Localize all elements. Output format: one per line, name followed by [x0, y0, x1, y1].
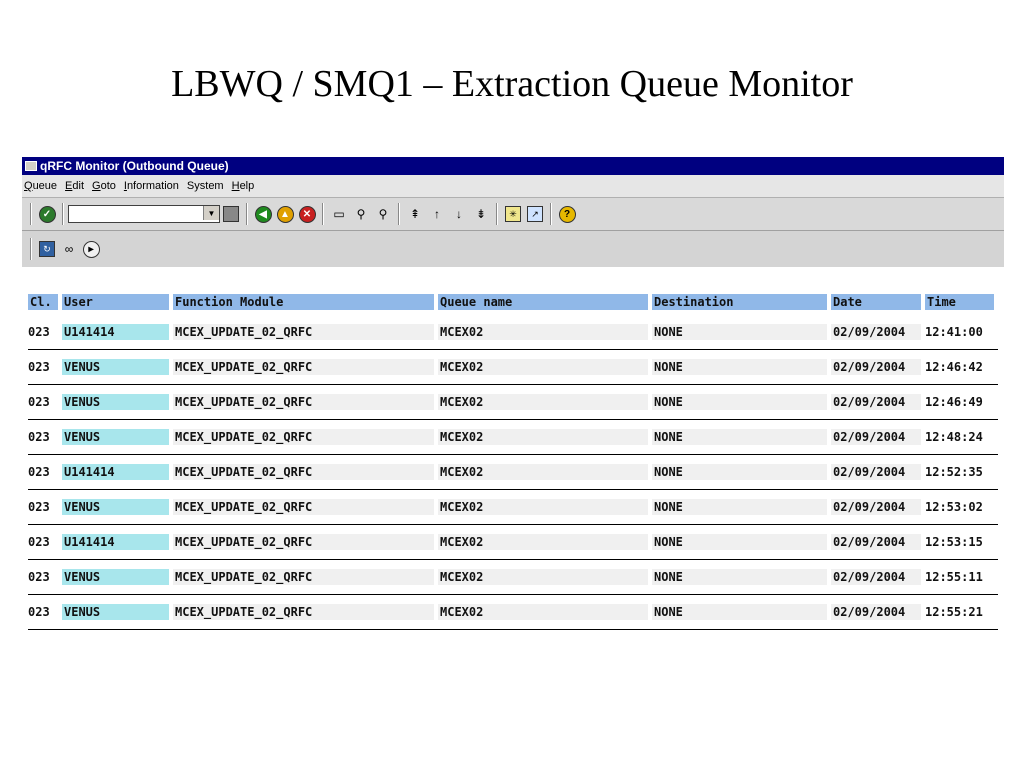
cell-time: 12:52:35 — [925, 455, 998, 490]
table-row[interactable] — [28, 490, 998, 525]
find-next-button[interactable] — [374, 205, 392, 223]
shortcut-icon: ↗ — [527, 206, 543, 222]
cell-user[interactable]: U141414 — [62, 525, 173, 560]
cell-client: 023 — [28, 385, 62, 420]
next-page-button[interactable] — [450, 205, 468, 223]
table-row[interactable] — [28, 595, 998, 630]
window-titlebar — [22, 157, 1004, 175]
cell-client: 023 — [28, 315, 62, 350]
checkmark-icon: ✓ — [39, 206, 56, 223]
cell-function-module: MCEX_UPDATE_02_QRFC — [173, 315, 438, 350]
cell-time: 12:48:24 — [925, 420, 998, 455]
column-header-queue-name[interactable]: Queue name — [438, 289, 652, 315]
cell-date: 02/09/2004 — [831, 385, 925, 420]
cell-destination: NONE — [652, 385, 831, 420]
command-field[interactable] — [68, 205, 220, 223]
toolbar-separator — [30, 238, 32, 260]
menu-help[interactable]: Help — [231, 180, 255, 192]
back-button[interactable] — [254, 205, 272, 223]
slide-title: LBWQ / SMQ1 – Extraction Queue Monitor — [171, 63, 853, 105]
cell-function-module: MCEX_UPDATE_02_QRFC — [173, 525, 438, 560]
toolbar-separator — [30, 203, 32, 225]
cell-date: 02/09/2004 — [831, 315, 925, 350]
cell-date: 02/09/2004 — [831, 525, 925, 560]
print-button[interactable] — [330, 205, 348, 223]
cell-queue-name[interactable]: MCEX02 — [438, 385, 652, 420]
cell-user[interactable]: VENUS — [62, 385, 173, 420]
cell-queue-name[interactable]: MCEX02 — [438, 315, 652, 350]
cell-client: 023 — [28, 350, 62, 385]
qrfc-monitor-window — [22, 157, 1004, 619]
window-title: qRFC Monitor (Outbound Queue) — [40, 159, 229, 173]
cell-client: 023 — [28, 560, 62, 595]
cell-user[interactable]: VENUS — [62, 490, 173, 525]
cell-date: 02/09/2004 — [831, 350, 925, 385]
printer-icon: ▭ — [333, 207, 345, 221]
enter-button[interactable] — [38, 205, 56, 223]
cell-queue-name[interactable]: MCEX02 — [438, 455, 652, 490]
cancel-x-icon: ✕ — [299, 206, 316, 223]
cell-destination: NONE — [652, 490, 831, 525]
cell-date: 02/09/2004 — [831, 560, 925, 595]
cell-time: 12:53:02 — [925, 490, 998, 525]
cell-client: 023 — [28, 525, 62, 560]
cell-destination: NONE — [652, 560, 831, 595]
cell-date: 02/09/2004 — [831, 490, 925, 525]
cell-queue-name[interactable]: MCEX02 — [438, 560, 652, 595]
execute-button[interactable] — [82, 240, 100, 258]
toolbar-separator — [550, 203, 552, 225]
table-row[interactable] — [28, 560, 998, 595]
cell-date: 02/09/2004 — [831, 420, 925, 455]
last-page-button[interactable] — [472, 205, 490, 223]
column-header-function-module[interactable]: Function Module — [173, 289, 438, 315]
table-row[interactable] — [28, 420, 998, 455]
table-header-row — [28, 289, 998, 315]
cell-function-module: MCEX_UPDATE_02_QRFC — [173, 490, 438, 525]
refresh-icon: ↻ — [39, 241, 55, 257]
find-button[interactable] — [352, 205, 370, 223]
cell-user[interactable]: U141414 — [62, 315, 173, 350]
cell-user[interactable]: U141414 — [62, 455, 173, 490]
first-page-button[interactable] — [406, 205, 424, 223]
previous-page-icon: ↑ — [434, 207, 440, 221]
cell-destination: NONE — [652, 525, 831, 560]
column-header-destination[interactable]: Destination — [652, 289, 831, 315]
cell-function-module: MCEX_UPDATE_02_QRFC — [173, 350, 438, 385]
cell-client: 023 — [28, 595, 62, 630]
cell-user[interactable]: VENUS — [62, 560, 173, 595]
cell-time: 12:46:49 — [925, 385, 998, 420]
cell-time: 12:55:21 — [925, 595, 998, 630]
cell-user[interactable]: VENUS — [62, 420, 173, 455]
cell-client: 023 — [28, 455, 62, 490]
cell-date: 02/09/2004 — [831, 455, 925, 490]
application-toolbar — [22, 231, 1004, 269]
table-row[interactable] — [28, 350, 998, 385]
execute-clock-icon: ▸ — [83, 241, 100, 258]
cell-user[interactable]: VENUS — [62, 350, 173, 385]
first-page-icon: ⇞ — [409, 207, 421, 221]
cell-queue-name[interactable]: MCEX02 — [438, 490, 652, 525]
cell-destination: NONE — [652, 420, 831, 455]
create-session-button[interactable] — [504, 205, 522, 223]
queue-table — [28, 289, 998, 630]
toolbar-separator — [62, 203, 64, 225]
exit-up-arrow-icon: ▲ — [277, 206, 294, 223]
glasses-icon: ∞ — [64, 242, 74, 256]
cell-destination: NONE — [652, 455, 831, 490]
menu-goto[interactable]: Goto — [92, 180, 116, 192]
table-row[interactable] — [28, 385, 998, 420]
column-header-time[interactable]: Time — [925, 289, 998, 315]
cell-time: 12:53:15 — [925, 525, 998, 560]
menu-information[interactable]: Information — [123, 180, 179, 192]
cell-time: 12:41:00 — [925, 315, 998, 350]
menu-edit[interactable]: Edit — [65, 180, 85, 192]
cell-time: 12:55:11 — [925, 560, 998, 595]
toolbar-separator — [322, 203, 324, 225]
cell-time: 12:46:42 — [925, 350, 998, 385]
cell-function-module: MCEX_UPDATE_02_QRFC — [173, 420, 438, 455]
help-question-icon: ? — [559, 206, 576, 223]
cell-queue-name[interactable]: MCEX02 — [438, 595, 652, 630]
new-session-icon: ✳ — [505, 206, 521, 222]
previous-page-button[interactable] — [428, 205, 446, 223]
binoculars-plus-icon: ⚲ — [378, 207, 388, 221]
cell-function-module: MCEX_UPDATE_02_QRFC — [173, 455, 438, 490]
last-page-icon: ⇟ — [475, 207, 487, 221]
cell-destination: NONE — [652, 315, 831, 350]
display-button[interactable] — [60, 240, 78, 258]
exit-button[interactable] — [276, 205, 294, 223]
window-system-icon[interactable] — [25, 161, 37, 171]
cell-queue-name[interactable]: MCEX02 — [438, 350, 652, 385]
save-icon — [223, 206, 239, 222]
table-row[interactable] — [28, 315, 998, 350]
toolbar-separator — [398, 203, 400, 225]
cell-client: 023 — [28, 420, 62, 455]
cancel-button[interactable] — [298, 205, 316, 223]
queue-list-area — [22, 267, 1004, 619]
next-page-icon: ↓ — [456, 207, 462, 221]
menu-system[interactable]: System — [186, 180, 224, 192]
save-button[interactable] — [222, 205, 240, 223]
toolbar-separator — [496, 203, 498, 225]
toolbar-separator — [246, 203, 248, 225]
refresh-button[interactable] — [38, 240, 56, 258]
back-arrow-icon: ◀ — [255, 206, 272, 223]
dropdown-arrow-icon[interactable]: ▼ — [203, 206, 219, 220]
cell-function-module: MCEX_UPDATE_02_QRFC — [173, 595, 438, 630]
column-header-date[interactable]: Date — [831, 289, 925, 315]
menu-queue[interactable]: Queue — [24, 180, 58, 192]
cell-function-module: MCEX_UPDATE_02_QRFC — [173, 385, 438, 420]
column-header-user[interactable]: User — [62, 289, 173, 315]
cell-queue-name[interactable]: MCEX02 — [438, 525, 652, 560]
shortcut-button[interactable] — [526, 205, 544, 223]
table-row[interactable] — [28, 525, 998, 560]
table-row[interactable] — [28, 455, 998, 490]
help-button[interactable] — [558, 205, 576, 223]
cell-queue-name[interactable]: MCEX02 — [438, 420, 652, 455]
cell-function-module: MCEX_UPDATE_02_QRFC — [173, 560, 438, 595]
standard-toolbar — [22, 198, 1004, 231]
menu-bar — [22, 175, 1004, 198]
column-header-client[interactable]: Cl. — [28, 289, 62, 315]
cell-date: 02/09/2004 — [831, 595, 925, 630]
cell-user[interactable]: VENUS — [62, 595, 173, 630]
cell-destination: NONE — [652, 595, 831, 630]
cell-destination: NONE — [652, 350, 831, 385]
binoculars-icon: ⚲ — [356, 207, 366, 221]
cell-client: 023 — [28, 490, 62, 525]
